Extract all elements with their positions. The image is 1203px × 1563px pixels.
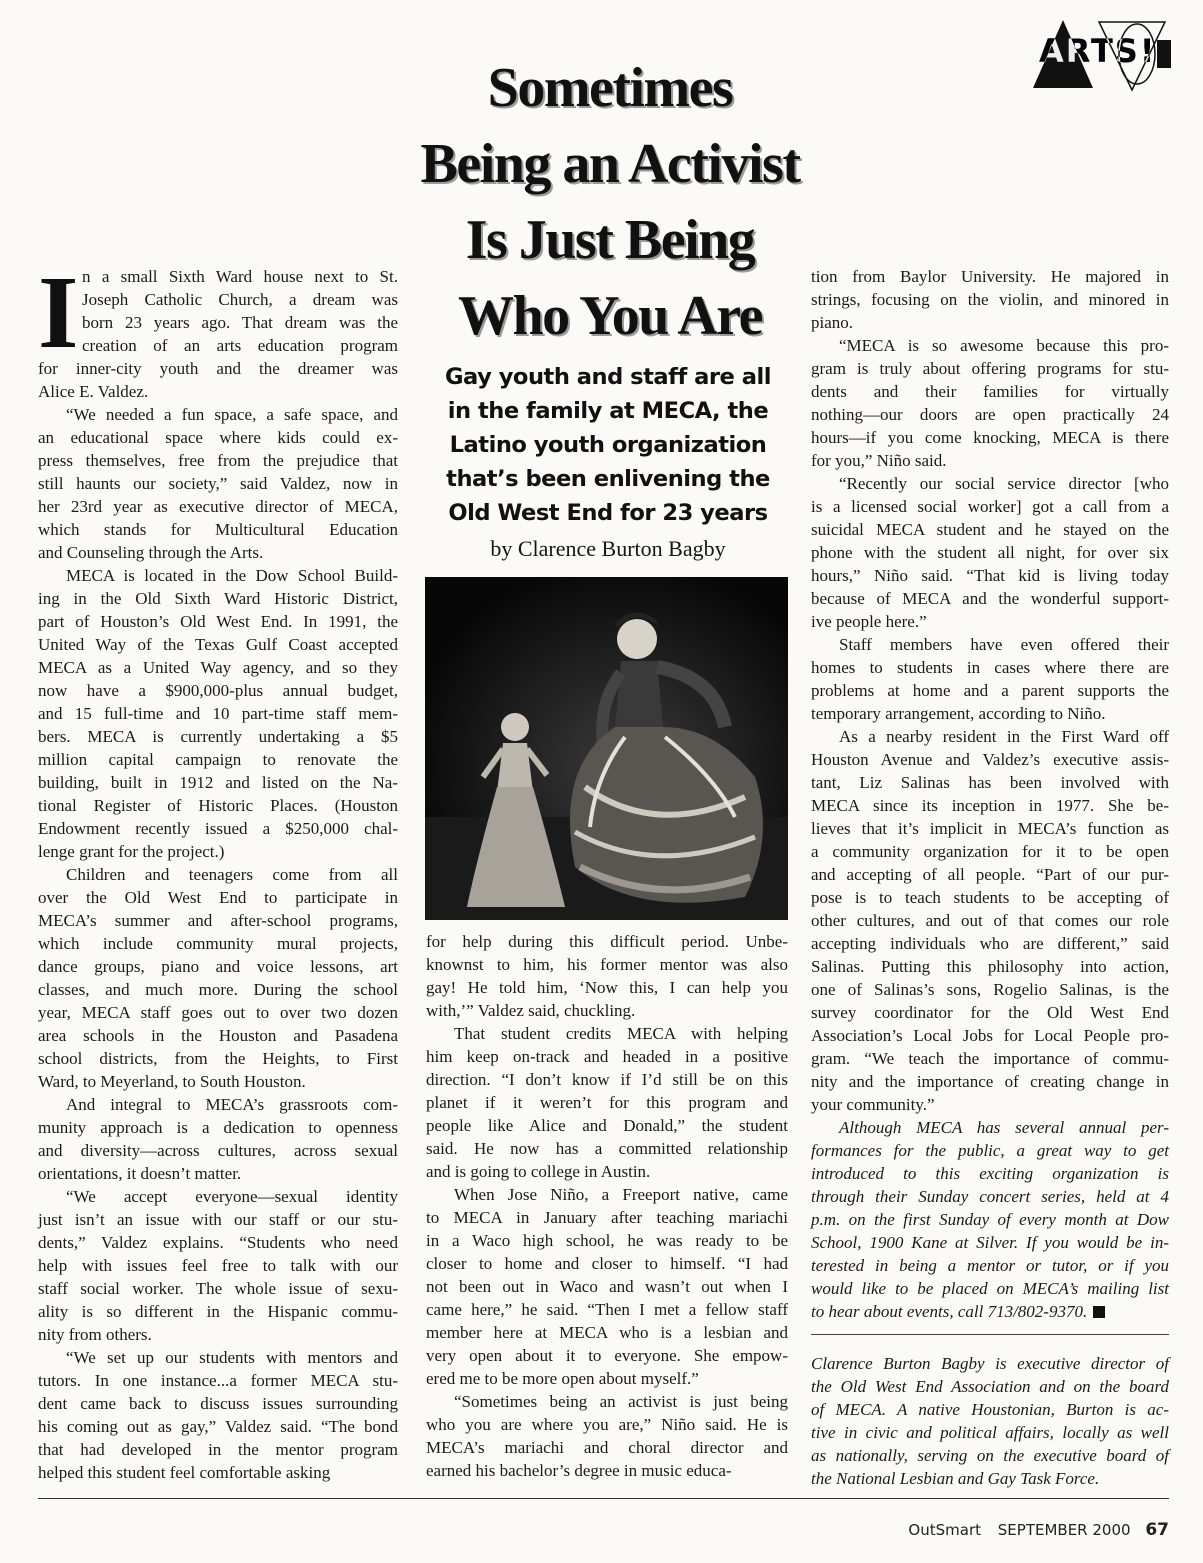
text-line: direction. “I don’t know if I’d still be on this xyxy=(426,1070,788,1089)
text-line: Salinas. Putting this philosophy into action, xyxy=(811,957,1169,976)
text-line: Alice E. Valdez. xyxy=(38,382,149,401)
deck-line: Gay youth and staff are all xyxy=(445,364,771,390)
text-line: building, built in 1912 and listed on the Na- xyxy=(38,773,398,792)
deck-line: Old West End for 23 years xyxy=(448,500,768,526)
text-line: That student credits MECA with helping xyxy=(454,1024,788,1043)
text-line: hours—if you come knocking, MECA is there xyxy=(811,428,1169,447)
text-line: munity approach is a dedication to openness xyxy=(38,1118,398,1137)
text-line: formances for the public, a great way to get xyxy=(811,1141,1169,1160)
text-line: gay! He told him, ‘Now this, I can help you xyxy=(426,978,788,997)
text-line: problems at home and a parent supports the xyxy=(811,681,1169,700)
text-line: not been out in Waco and wasn’t out when I xyxy=(426,1277,788,1296)
text-line: which stands for Multicultural Education xyxy=(38,520,398,539)
text-line: Association’s Local Jobs for Local People pro- xyxy=(811,1026,1169,1045)
text-line: staff social worker. The whole issue of sexu- xyxy=(38,1279,398,1298)
text-line: still haunts our society,” said Valdez, now in xyxy=(38,474,398,493)
text-line: survey coordinator for the Old West End xyxy=(811,1003,1169,1022)
text-line: is a licensed social worker] got a call from a xyxy=(811,497,1169,516)
text-line: through their Sunday concert series, held at 4 xyxy=(811,1187,1169,1206)
article-column-1 xyxy=(38,255,398,1484)
text-line: very open about it to everyone. She empow- xyxy=(426,1346,788,1365)
text-line: And integral to MECA’s grassroots com- xyxy=(66,1095,398,1114)
text-line: which include community mural projects, xyxy=(38,934,398,953)
opening-paragraph xyxy=(38,255,398,403)
text-line: “We accept everyone—sexual identity xyxy=(66,1187,398,1206)
issue-date: SEPTEMBER 2000 xyxy=(997,1521,1131,1539)
text-line: who you are where you are,” Niño said. He is xyxy=(426,1415,788,1434)
article-paragraph xyxy=(38,403,398,564)
text-line: year, MECA staff goes out to over two dozen xyxy=(38,1003,398,1022)
text-line: n a small Sixth Ward house next to St. xyxy=(82,267,398,286)
headline-line: Is Just Being xyxy=(465,209,755,271)
text-line: When Jose Niño, a Freeport native, came xyxy=(454,1185,788,1204)
column-2-body xyxy=(426,930,788,1482)
dancers-photo xyxy=(425,577,788,920)
text-line: ered me to be more open about myself.” xyxy=(426,1369,699,1388)
text-line: other cultures, and out of that comes our role xyxy=(811,911,1169,930)
text-line: nothing—our doors are open practically 24 xyxy=(811,405,1169,424)
text-line: help with issues feel free to talk with our xyxy=(38,1256,398,1275)
text-line: just isn’t an issue with our staff or our stu- xyxy=(38,1210,398,1229)
drop-cap: I xyxy=(38,255,79,370)
text-line: earned his bachelor’s degree in music educa- xyxy=(426,1461,732,1480)
text-line: of MECA. A native Houstonian, Burton is ac- xyxy=(811,1400,1169,1419)
text-line: Staff members have even offered their xyxy=(839,635,1169,654)
text-line: over the Old West End to participate in xyxy=(38,888,398,907)
text-line: an educational space where kids could ex- xyxy=(38,428,398,447)
text-line: with,’” Valdez said, chuckling. xyxy=(426,1001,636,1020)
text-line: Endowment recently issued a $250,000 chal- xyxy=(38,819,398,838)
text-line: closer to home and closer to himself. “I had xyxy=(426,1254,788,1273)
text-line: to hear about events, call 713/802-9370. xyxy=(811,1302,1088,1321)
article-paragraph xyxy=(811,472,1169,633)
text-line: bers. MECA is currently undertaking a $5 xyxy=(38,727,398,746)
text-line: classes, and much more. During the school xyxy=(38,980,398,999)
text-line: orientations, it doesn’t matter. xyxy=(38,1164,242,1183)
footer-divider xyxy=(38,1498,1169,1499)
text-line: to MECA in January after teaching mariachi xyxy=(426,1208,788,1227)
section-badge xyxy=(1033,14,1173,96)
text-line: and diversity—across cultures, across sexual xyxy=(38,1141,398,1160)
text-line: would like to be placed on MECA’s mailing list xyxy=(811,1279,1169,1298)
column-1-body xyxy=(38,403,398,1484)
text-line: piano. xyxy=(811,313,854,332)
article-paragraph xyxy=(426,1390,788,1482)
article-paragraph xyxy=(811,633,1169,725)
text-line: Houston Avenue and Valdez’s executive assis- xyxy=(811,750,1169,769)
text-line: a community organization for it to be open xyxy=(811,842,1169,861)
text-line: your community.” xyxy=(811,1095,935,1114)
text-line: as nationally, serving on the executive board of xyxy=(811,1446,1169,1465)
text-line: accepting individuals who are different,” said xyxy=(811,934,1169,953)
text-line: nity from others. xyxy=(38,1325,152,1344)
text-line: and 15 full-time and 10 part-time staff mem- xyxy=(38,704,398,723)
section-badge-label: ARTS! xyxy=(1039,32,1157,70)
article-paragraph xyxy=(811,725,1169,1116)
text-line: phone with the student all night, for over six xyxy=(811,543,1169,562)
text-line: and Counseling through the Arts. xyxy=(38,543,264,562)
text-line: said. He now has a committed relationship xyxy=(426,1139,788,1158)
text-line: now have a $900,000-plus annual budget, xyxy=(38,681,398,700)
article-paragraph xyxy=(426,1022,788,1183)
article-paragraph xyxy=(811,334,1169,472)
text-line: him keep on-track and headed in a positive xyxy=(426,1047,788,1066)
text-line: “We needed a fun space, a safe space, and xyxy=(66,405,398,424)
text-line: Joseph Catholic Church, a dream was xyxy=(82,290,398,309)
page-footer xyxy=(908,1520,1169,1540)
article-paragraph xyxy=(38,564,398,863)
deck-line: in the family at MECA, the xyxy=(447,398,769,424)
text-line: planet if it weren’t for this program and xyxy=(426,1093,788,1112)
text-line: lenge grant for the project.) xyxy=(38,842,225,861)
text-line: tant, Liz Salinas has been involved with xyxy=(811,773,1169,792)
text-line: strings, focusing on the violin, and minored in xyxy=(811,290,1169,309)
text-line: dance groups, piano and voice lessons, art xyxy=(38,957,398,976)
text-line: p.m. on the first Sunday of every month at Dow xyxy=(811,1210,1169,1229)
text-line: born 23 years ago. That dream was the xyxy=(82,313,398,332)
text-line: his coming out as gay,” Valdez said. “The bond xyxy=(38,1417,398,1436)
text-line: MECA since its inception in 1977. She be- xyxy=(811,796,1169,815)
text-line: part of Houston’s Old West End. In 1991, the xyxy=(38,612,398,631)
page-number: 67 xyxy=(1145,1520,1169,1540)
text-line: “MECA is so awesome because this pro- xyxy=(839,336,1169,355)
text-line: suicidal MECA student and he stayed on the xyxy=(811,520,1169,539)
text-line: nity and the importance of creating change in xyxy=(811,1072,1169,1091)
headline-line: Sometimes xyxy=(487,57,733,119)
text-line: introduced to this exciting organization is xyxy=(811,1164,1169,1183)
article-paragraph xyxy=(38,1185,398,1346)
text-line: gram is truly about offering programs for stu- xyxy=(811,359,1169,378)
text-line: “We set up our students with mentors and xyxy=(66,1348,398,1367)
text-line: tional Register of Historic Places. (Houston xyxy=(38,796,398,815)
article-paragraph xyxy=(38,1093,398,1185)
text-line: school districts, from the Heights, to First xyxy=(38,1049,398,1068)
article-paragraph xyxy=(38,1346,398,1484)
text-line: member here at MECA who is a lesbian and xyxy=(426,1323,788,1342)
text-line: terested in being a mentor or tutor, or if you xyxy=(811,1256,1169,1275)
text-line: million capital campaign to renovate the xyxy=(38,750,398,769)
text-line: Clarence Burton Bagby is executive director of xyxy=(811,1354,1169,1373)
text-line: MECA is located in the Dow School Build- xyxy=(66,566,398,585)
text-line: her 23rd year as executive director of MECA, xyxy=(38,497,398,516)
magazine-name: OutSmart xyxy=(908,1521,981,1539)
text-line: for help during this difficult period. Unbe- xyxy=(426,932,788,951)
text-line: creation of an arts education program xyxy=(82,336,398,355)
text-line: one of Salinas’s sons, Rogelio Salinas, is the xyxy=(811,980,1169,999)
text-line: dent came back to discuss issues surrounding xyxy=(38,1394,398,1413)
text-line: tive in civic and political affairs, locally as well xyxy=(811,1423,1169,1442)
text-line: and is going to college in Austin. xyxy=(426,1162,651,1181)
text-line: press themselves, free from the prejudice that xyxy=(38,451,398,470)
dancers-photo-illustration xyxy=(425,577,788,920)
text-line: temporary arrangement, according to Niño. xyxy=(811,704,1106,723)
headline-line: Being an Activist xyxy=(420,133,800,195)
text-line: the National Lesbian and Gay Task Force. xyxy=(811,1469,1100,1488)
deck-line: that’s been enlivening the xyxy=(446,466,770,492)
text-line: “Recently our social service director [who xyxy=(839,474,1169,493)
text-line: people like Alice and Donald,” the student xyxy=(426,1116,788,1135)
text-line: for you,” Niño said. xyxy=(811,451,947,470)
article-column-2 xyxy=(426,930,788,1482)
bio-divider xyxy=(811,1334,1169,1335)
text-line: Although MECA has several annual per- xyxy=(839,1118,1169,1137)
text-line: and accepting of all people. “Part of our pur- xyxy=(811,865,1169,884)
text-line: pose is to teach students to be accepting of xyxy=(811,888,1169,907)
text-line: because of MECA and the wonderful support- xyxy=(811,589,1169,608)
author-bio xyxy=(811,1352,1169,1490)
text-line: School, 1900 Kane at Silver. If you would be in- xyxy=(811,1233,1169,1252)
text-line: the Old West End Association and on the board xyxy=(811,1377,1169,1396)
headline xyxy=(360,50,860,354)
text-line: area schools in the Houston and Pasadena xyxy=(38,1026,398,1045)
text-line: tutors. In one instance...a former MECA stu- xyxy=(38,1371,398,1390)
text-line: ality is so different in the Hispanic commu- xyxy=(38,1302,398,1321)
text-line: in a Waco high school, he was ready to be xyxy=(426,1231,788,1250)
text-line: ing in the Old Sixth Ward Historic District, xyxy=(38,589,398,608)
text-line: came here,” he said. “Then I met a fellow staff xyxy=(426,1300,788,1319)
text-line: lieves that it’s implicit in MECA’s function as xyxy=(811,819,1169,838)
text-line: Ward, to Meyerland, to South Houston. xyxy=(38,1072,306,1091)
text-line: MECA’s summer and after-school programs, xyxy=(38,911,398,930)
text-line: United Way of the Texas Gulf Coast accepted xyxy=(38,635,398,654)
text-line: hours,” Niño said. “That kid is living today xyxy=(811,566,1169,585)
text-line: helped this student feel comfortable asking xyxy=(38,1463,331,1482)
text-line: MECA as a United Way agency, and so they xyxy=(38,658,398,677)
article-paragraph xyxy=(38,863,398,1093)
text-line: As a nearby resident in the First Ward off xyxy=(839,727,1169,746)
article-column-3 xyxy=(811,265,1169,1488)
text-line: that had developed in the mentor program xyxy=(38,1440,398,1459)
text-line: dents,” Valdez explains. “Students who need xyxy=(38,1233,398,1252)
end-of-article-mark xyxy=(1093,1306,1105,1318)
event-info-paragraph xyxy=(811,1116,1169,1323)
text-line: for inner-city youth and the dreamer was xyxy=(38,359,398,378)
byline: by Clarence Burton Bagby xyxy=(490,536,726,561)
text-line: ive people here.” xyxy=(811,612,927,631)
text-line: tion from Baylor University. He majored in xyxy=(811,267,1169,286)
column-3-body xyxy=(811,265,1169,1116)
article-paragraph xyxy=(811,265,1169,334)
text-line: MECA’s mariachi and choral director and xyxy=(426,1438,788,1457)
article-paragraph xyxy=(426,930,788,1022)
text-line: gram. “We teach the importance of commu- xyxy=(811,1049,1169,1068)
text-line: “Sometimes being an activist is just being xyxy=(454,1392,788,1411)
text-line: homes to students in cases where there are xyxy=(811,658,1169,677)
text-line: knownst to him, his former mentor was also xyxy=(426,955,788,974)
text-line: dents and their families for virtually xyxy=(811,382,1169,401)
text-line: Children and teenagers come from all xyxy=(66,865,398,884)
deck-line: Latino youth organization xyxy=(449,432,767,458)
deck-subheadline xyxy=(426,360,790,530)
headline-line: Who You Are xyxy=(458,285,762,347)
article-paragraph xyxy=(426,1183,788,1390)
